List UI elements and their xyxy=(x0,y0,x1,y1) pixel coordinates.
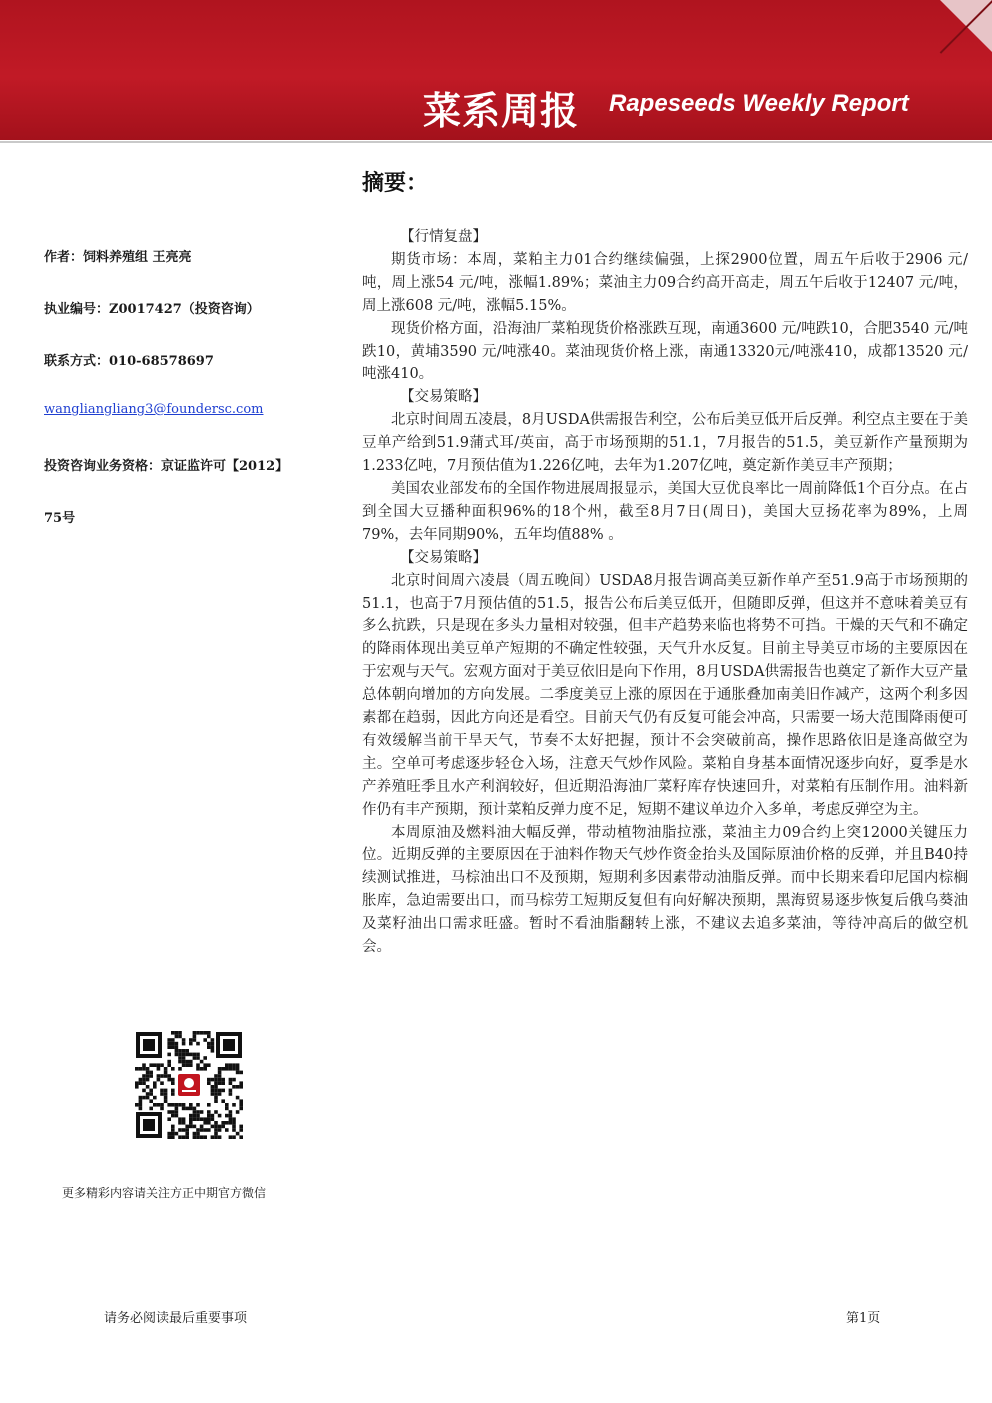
section-marker-review: 【行情复盘】 xyxy=(400,229,487,245)
contact-line: 联系方式：010-68578697 xyxy=(44,354,214,369)
qualification-line: 投资咨询业务资格：京证监许可【2012】 xyxy=(44,459,289,474)
section-marker-strategy: 【交易策略】 xyxy=(400,389,487,406)
license-line: 执业编号：Z0017427（投资咨询） xyxy=(44,302,260,317)
paragraph-oil: 本周原油及燃料油大幅反弹，带动植物油脂拉涨，菜油主力09合约上突12000关键压力位。近期反弹的主要原因在于油料作物天气炒作资金抬头及国际原油价格的反弹，并且B40持续测试推进，马棕油出口不及预期，短期利多因素带动油脂反弹。而中长期来看印尼国内棕榈胀库，急迫需要出口，而马棕劳工短期反复但有向好解决预期，黑海贸易逐步恢复后俄乌葵油及菜籽油出口需求旺盛。暂时不看油脂翻转上涨，不建议去追多菜油，等待冲高后的做空机会。 xyxy=(362,824,968,956)
summary-body xyxy=(362,226,968,959)
paragraph-usda: 北京时间周五凌晨，8月USDA供需报告利空，公布后美豆低开后反弹。利空点主要在于美豆单产给到51.9蒲式耳/英亩，高于市场预期的51.1，7月报告的51.5，美豆新作产量预期为1.233亿吨，7月预估值为1.226亿吨，去年为1.207亿吨，奠定新作美豆丰产预期； xyxy=(362,412,968,475)
report-title-en: Rapeseeds Weekly Report xyxy=(609,90,909,117)
banner-divider xyxy=(0,141,992,143)
paragraph-crop-progress: 美国农业部发布的全国作物进展周报显示，美国大豆优良率比一周前降低1个百分点。在占到全国大豆播种面积96%的18个州，截至8月7日(周日)，美国大豆扬花率为89%，上周79%，去年同期90%，五年均值88% 。 xyxy=(362,480,968,543)
footer-disclaimer: 请务必阅读最后重要事项 xyxy=(104,1311,248,1326)
page-number: 第1页 xyxy=(846,1311,881,1326)
section-marker-strategy-2: 【交易策略】 xyxy=(400,549,487,566)
report-title-cn: 菜系周报 xyxy=(423,88,580,133)
qr-caption: 更多精彩内容请关注方正中期官方微信 xyxy=(62,1186,267,1200)
paragraph-futures: 期货市场：本周，菜粕主力01合约继续偏强，上探2900位置，周五午后收于2906 元/吨，周上涨54 元/吨，涨幅1.89%；菜油主力09合约高开高走，周五午后收于12407 元/吨，周上涨608 元/吨，涨幅5.15%。 xyxy=(362,251,968,314)
summary-heading: 摘要： xyxy=(362,170,429,196)
wechat-qr-code[interactable] xyxy=(134,1030,244,1140)
author-line: 作者：饲料养殖组 王亮亮 xyxy=(44,250,192,265)
qualification-number: 75号 xyxy=(44,511,76,526)
paragraph-outlook: 北京时间周六凌晨（周五晚间）USDA8月报告调高美豆新作单产至51.9高于市场预期的51.1，也高于7月预估值的51.5，报告公布后美豆低开，但随即反弹，但这并不意味着美豆有多么抗跌，只是现在多头力量相对较强，但丰产趋势来临也将势不可挡。干燥的天气和不确定的降雨体现出美豆单产短期的不确定性较强，天气升水反复。目前主导美豆市场的主要原因在于宏观与天气。宏观方面对于美豆依旧是向下作用，8月USDA供需报告也奠定了新作大豆产量总体朝向增加的方向发展。二季度美豆上涨的原因在于通胀叠加南美旧作减产，这两个利多因素都在趋弱，因此方向还是看空。目前天气仍有反复可能会冲高，只需要一场大范围降雨便可有效缓解当前干旱天气，节奏不太好把握，预计不会突破前高，操作思路依旧是逢高做空为主。空单可考虑逐步轻仓入场，注意天气炒作风险。菜粕自身基本面情况逐步向好，夏季是水产养殖旺季且水产利润较好，但近期沿海油厂菜籽库存快速回升，对菜粕有压制作用。油料新作仍有丰产预期，预计菜粕反弹力度不足，短期不建议单边介入多单，考虑反弹空为主。 xyxy=(362,572,968,818)
email-link[interactable]: wangliangliang3@foundersc.com xyxy=(44,402,264,417)
email-container xyxy=(44,402,264,417)
paragraph-spot: 现货价格方面，沿海油厂菜粕现货价格涨跌互现，南通3600 元/吨跌10，合肥3540 元/吨跌10，黄埔3590 元/吨涨40。菜油现货价格上涨，南通13320元/吨涨410，成都13520 元/吨涨410。 xyxy=(362,320,968,383)
